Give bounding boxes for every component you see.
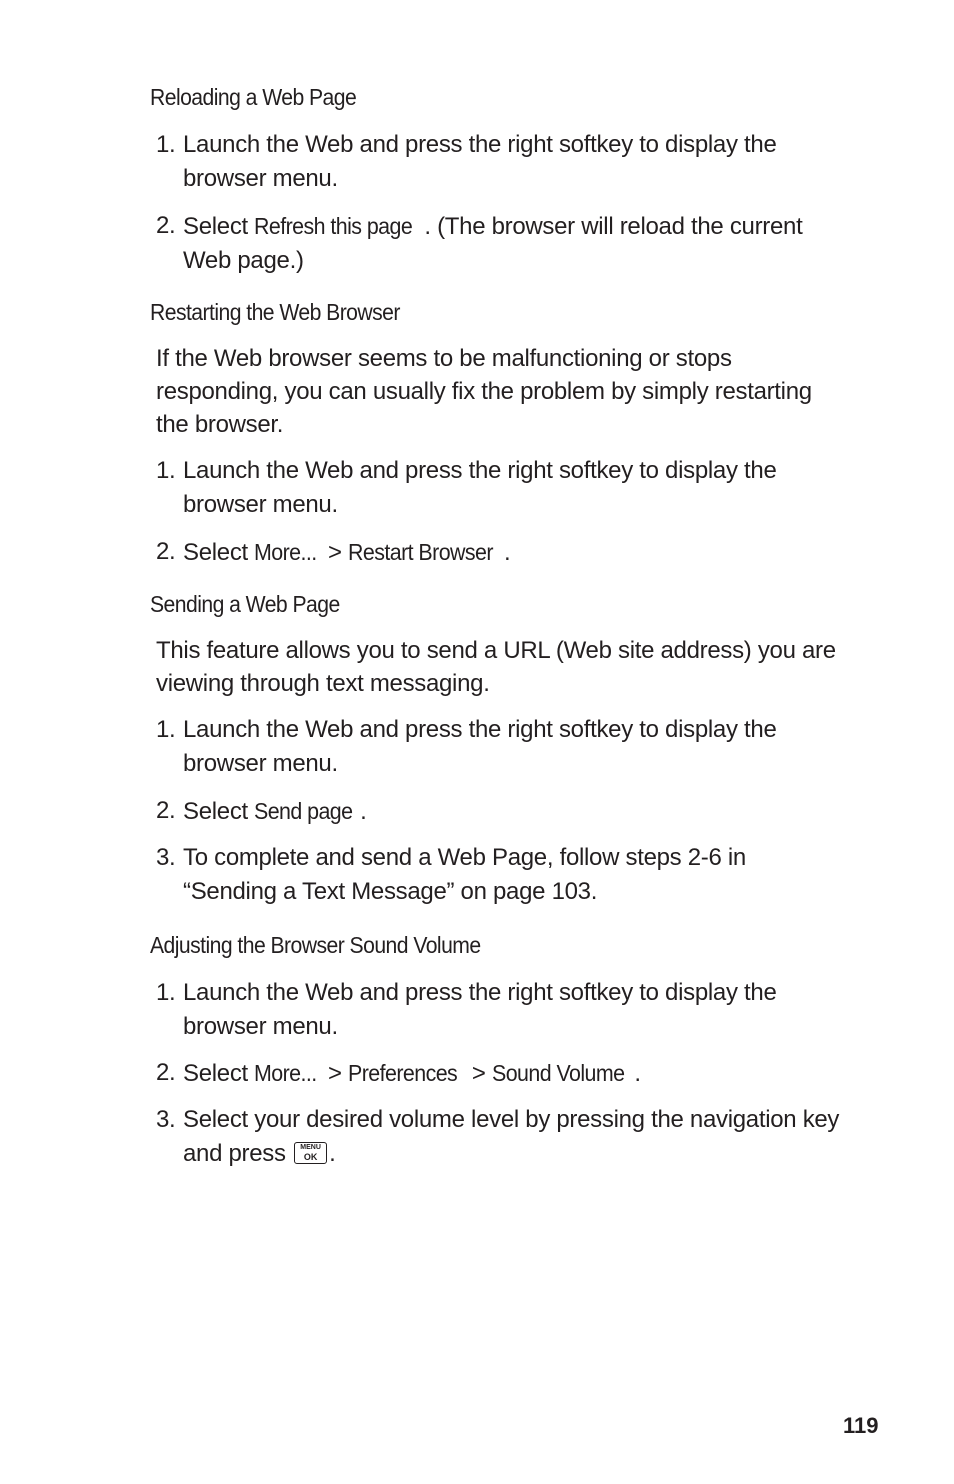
step-number: 2. <box>156 1059 176 1086</box>
section-intro: If the Web browser seems to be malfunctioning or stops responding, you can usually fix the problem by simply restarting the browser. <box>156 345 812 438</box>
section-heading-sending: Sending a Web Page <box>150 591 340 617</box>
step-text: Launch the Web and press the right softkey to display the browser menu. <box>183 131 777 192</box>
step-text: Launch the Web and press the right softkey to display the browser menu. <box>183 716 777 777</box>
ok-key-label: OK <box>303 1152 318 1162</box>
step-number: 3. <box>156 844 176 871</box>
step-text: Select your desired volume level by pressing the navigation key and press MENU OK . <box>183 1106 840 1167</box>
menu-option-preferences: Preferences <box>348 1060 458 1086</box>
step-number: 1. <box>156 131 176 158</box>
menu-option-restart-browser: Restart Browser <box>348 539 494 565</box>
menu-option-refresh: Refresh this page <box>254 213 413 239</box>
step-number: 2. <box>156 797 176 824</box>
section-intro: This feature allows you to send a URL (Web site address) you are viewing through text messaging. <box>156 637 836 697</box>
menu-option-send-page: Send page <box>254 798 353 824</box>
step-text: Launch the Web and press the right softkey to display the browser menu. <box>183 457 777 518</box>
menu-ok-key-icon <box>294 1142 327 1164</box>
step-number: 2. <box>156 538 176 565</box>
step-text: To complete and send a Web Page, follow steps 2-6 in “Sending a Text Message” on page 103. <box>183 844 746 905</box>
menu-key-label: MENU <box>300 1144 321 1151</box>
step-number: 1. <box>156 716 176 743</box>
menu-option-more: More... <box>254 1060 317 1086</box>
step-number: 1. <box>156 457 176 484</box>
step-text: Select More... > Preferences > Sound Volume . <box>183 1056 843 1091</box>
step-text: Select More... > Restart Browser . <box>183 535 843 570</box>
section-heading-reloading: Reloading a Web Page <box>150 84 357 110</box>
step-number: 1. <box>156 979 176 1006</box>
step-text: Launch the Web and press the right softkey to display the browser menu. <box>183 979 777 1040</box>
menu-option-sound-volume: Sound Volume <box>491 1060 625 1086</box>
step-text: Select Send page . <box>183 794 843 829</box>
step-text: Select Refresh this page . (The browser will reload the current Web page.) <box>183 209 843 278</box>
step-number: 2. <box>156 212 176 239</box>
section-heading-sound-volume: Adjusting the Browser Sound Volume <box>150 932 481 958</box>
section-heading-restarting: Restarting the Web Browser <box>150 299 400 325</box>
step-number: 3. <box>156 1106 176 1133</box>
menu-option-more: More... <box>254 539 317 565</box>
page-number: 119 <box>843 1413 879 1438</box>
